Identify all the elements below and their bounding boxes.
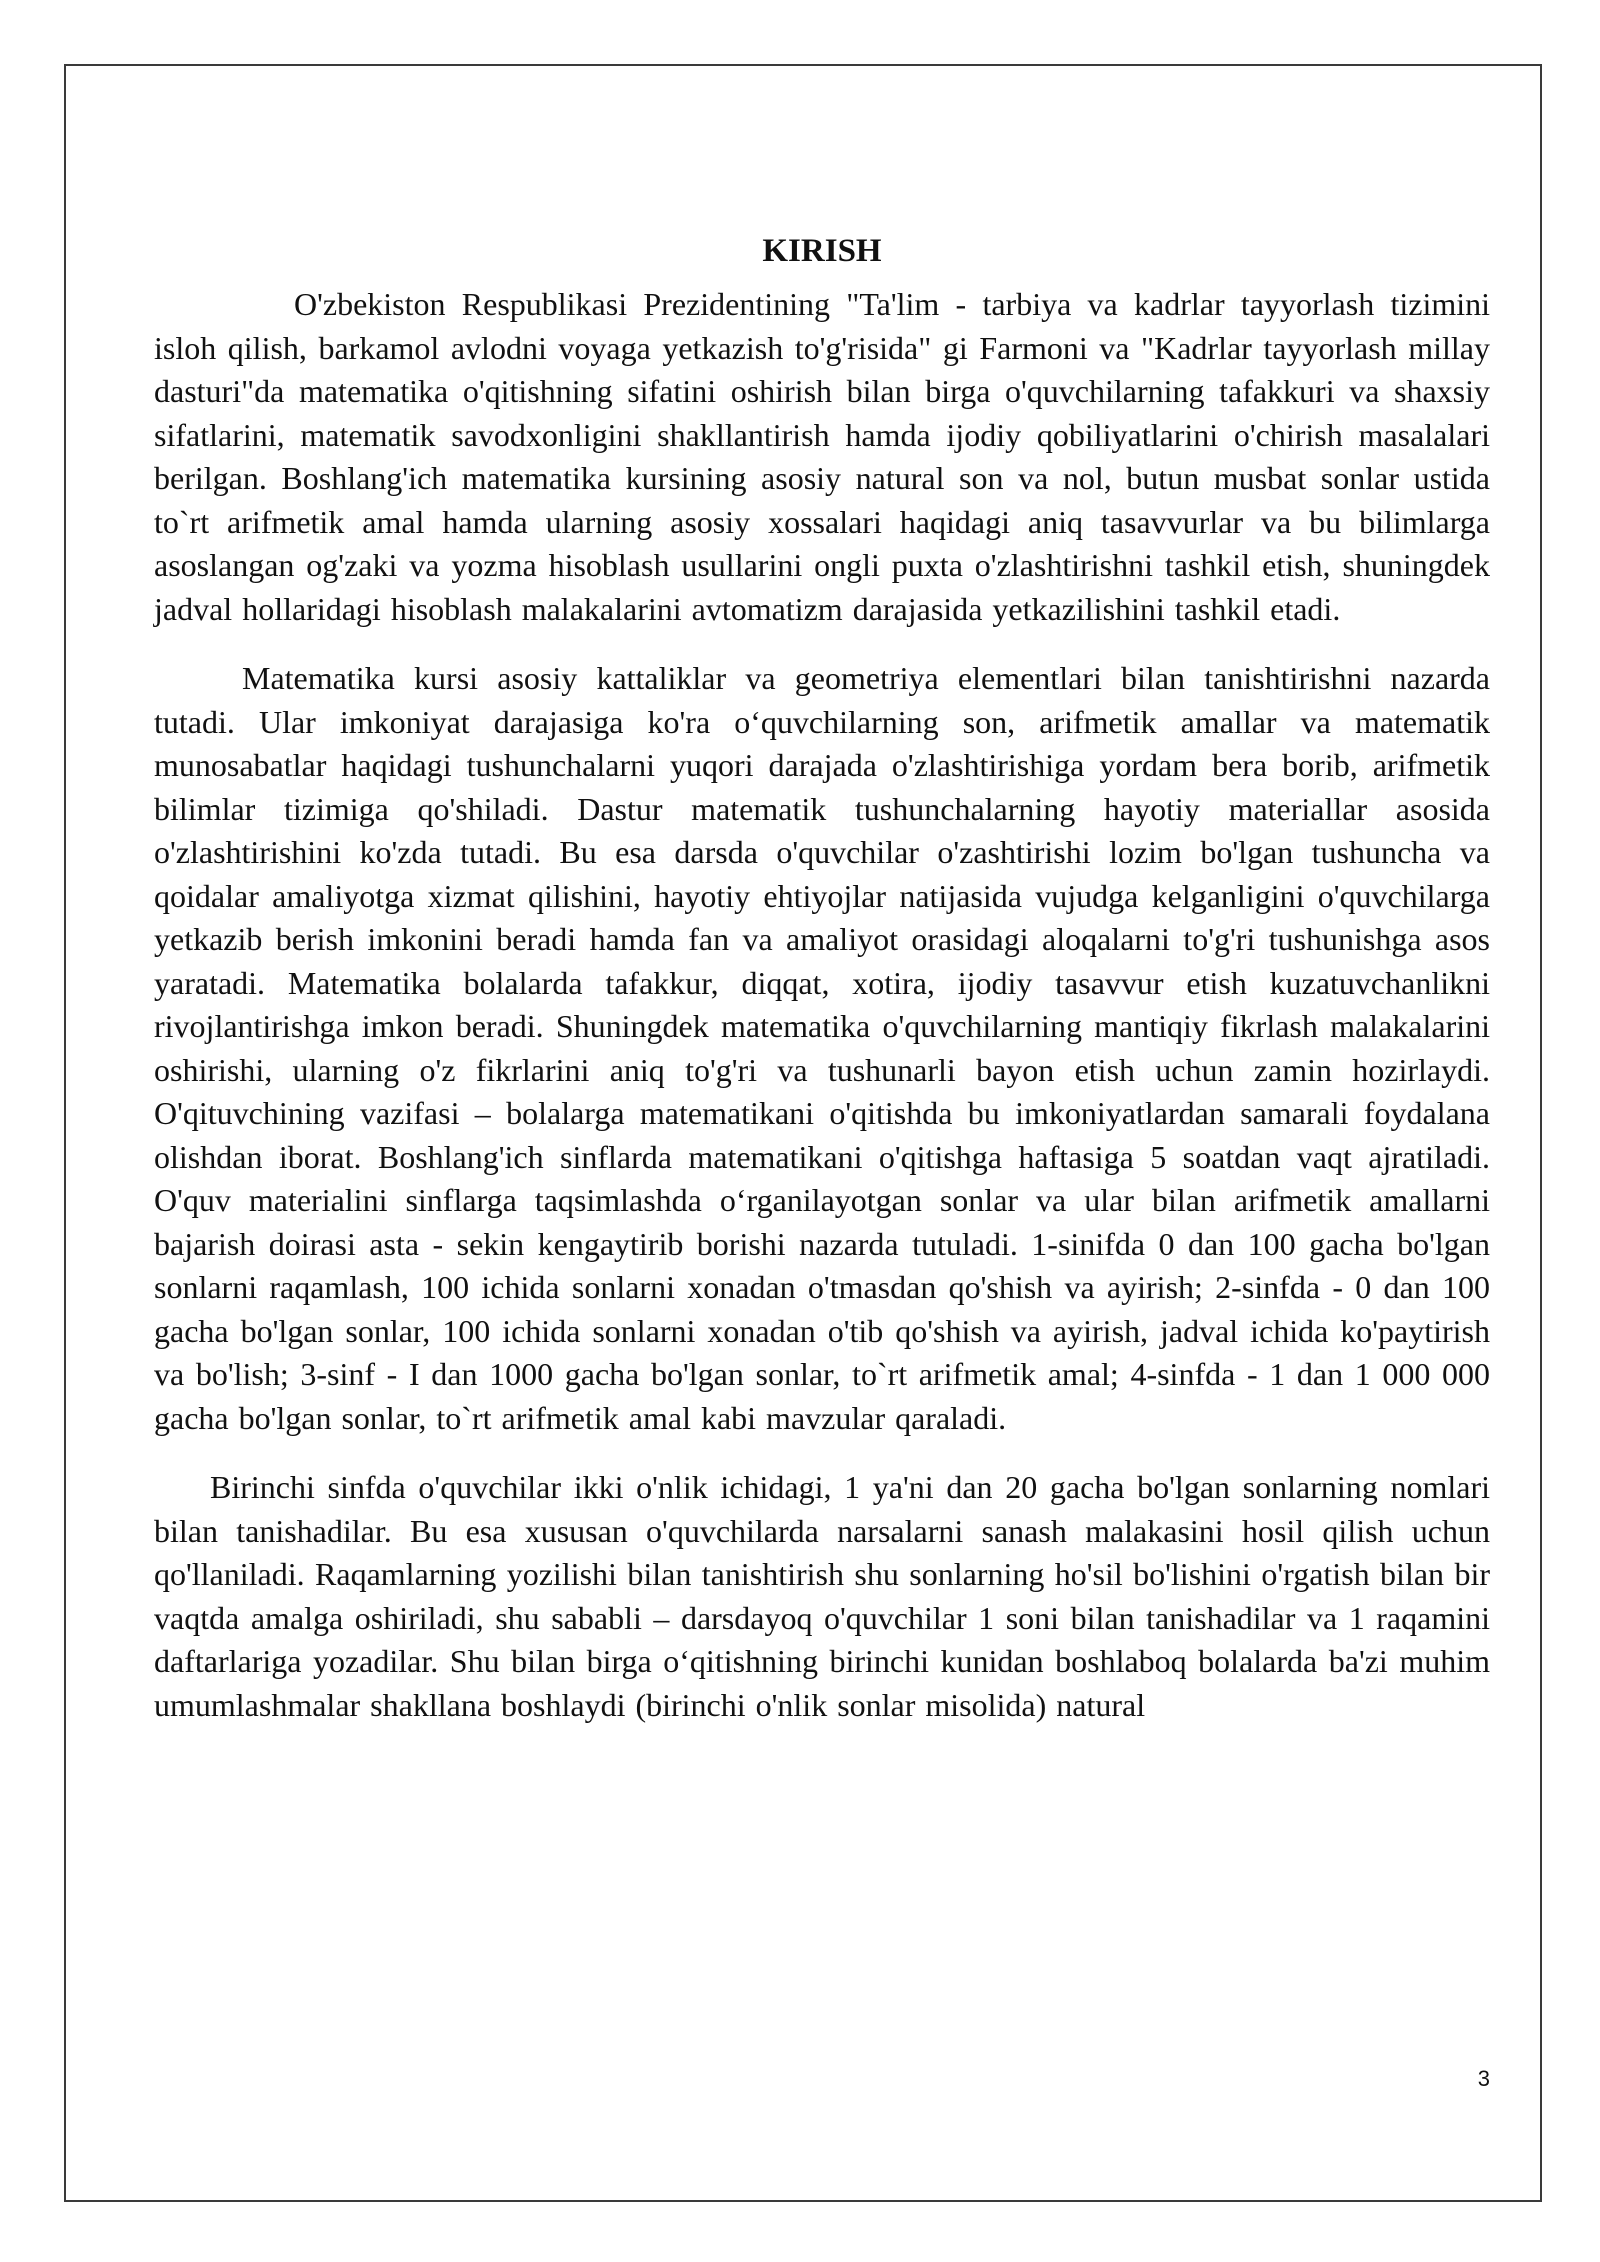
paragraph-2: Matematika kursi asosiy kattaliklar va geometriya elementlari bilan tanishtirishni nazarda tutadi. Ular imkoniyat darajasiga ko'ra o‘quvchilarning son, arifmetik amallar va matematik munosabatlar haqidagi tushunchalarni yuqori darajada o'zlashtirishiga yordam bera borib, arifmetik bilimlar tizimiga qo'shiladi. Dastur matematik tushunchalarning hayotiy materiallar asosida o'zlashtirishini ko'zda tutadi. Bu esa darsda o'quvchilar o'zashtirishi lozim bo'lgan tushuncha va qoidalar amaliyotga xizmat qilishini, hayotiy ehtiyojlar natijasida vujudga kelganligini o'quvchilarga yetkazib berish imkonini beradi hamda fan va amaliyot orasidagi aloqalarni to'g'ri tushunishga asos yaratadi. Matematika bolalarda tafakkur, diqqat, xotira, ijodiy tasavvur etish kuzatuvchanlikni rivojlantirishga imkon beradi. Shuningdek matematika o'quvchilarning mantiqiy fikrlash malakalarini oshirishi, ularning o'z fikrlarini aniq to'g'ri va tushunarli bayon etish uchun zamin hozirlaydi. O'qituvchining vazifasi – bolalarga matematikani o'qitishda bu imkoniyatlardan samarali foydalana olishdan iborat. Boshlang'ich sinflarda matematikani o'qitishga haftasiga 5 soatdan vaqt ajratiladi. O'quv materialini sinflarga taqsimlashda o‘rganilayotgan sonlar va ular bilan arifmetik amallarni bajarish doirasi asta - sekin kengaytirib borishi nazarda tutuladi. 1-sinifda 0 dan 100 gacha bo'lgan sonlarni raqamlash, 100 ichida sonlarni xonadan o'tmasdan qo'shish va ayirish; 2-sinfda - 0 dan 100 gacha bo'lgan sonlar, 100 ichida sonlarni xonadan o'tib qo'shish va ayirish, jadval ichida ko'paytirish va bo'lish; 3-sinf - I dan 1000 gacha bo'lgan sonlar, to`rt arifmetik amal; 4-sinfda - 1 dan 1 000 000 gacha bo'lgan sonlar, to`rt arifmetik amal kabi mavzular qaraladi. — [154, 660, 1490, 1436]
document-body — [154, 230, 1490, 1727]
document-title: KIRISH — [762, 233, 882, 269]
page-number: 3 — [1477, 2066, 1490, 2091]
paragraph-1: O'zbekiston Respublikasi Prezidentining "Ta'lim - tarbiya va kadrlar tayyorlash tizimini isloh qilish, barkamol avlodni voyaga yetkazish to'g'risida" gi Farmoni va "Kadrlar tayyorlash millay dasturi"da matematika o'qitishning sifatini oshirish bilan birga o'quvchilarning tafakkuri va shaxsiy sifatlarini, matematik savodxonligini shakllantirish hamda ijodiy qobiliyatlarini o'chirish masalalari berilgan. Boshlang'ich matematika kursining asosiy natural son va nol, butun musbat sonlar ustida to`rt arifmetik amal hamda ularning asosiy xossalari haqidagi aniq tasavvurlar va bu bilimlarga asoslangan og'zaki va yozma hisoblash usullarini ongli puxta o'zlashtirishni tashkil etish, shuningdek jadval hollaridagi hisoblash malakalarini avtomatizm darajasida yetkazilishini tashkil etadi. — [154, 286, 1490, 627]
paragraph-3: Birinchi sinfda o'quvchilar ikki o'nlik ichidagi, 1 ya'ni dan 20 gacha bo'lgan sonlarning nomlari bilan tanishadilar. Bu esa xususan o'quvchilarda narsalarni sanash malakasini hosil qilish uchun qo'llaniladi. Raqamlarning yozilishi bilan tanishtirish shu sonlarning ho'sil bo'lishini o'rgatish bilan bir vaqtda amalga oshiriladi, shu sababli – darsdayoq o'quvchilar 1 soni bilan tanishadilar va 1 raqamini daftarlariga yozadilar. Shu bilan birga o‘qitishning birinchi kunidan boshlaboq bolalarda ba'zi muhim umumlashmalar shakllana boshlaydi (birinchi o'nlik sonlar misolida) natural — [154, 1469, 1490, 1723]
